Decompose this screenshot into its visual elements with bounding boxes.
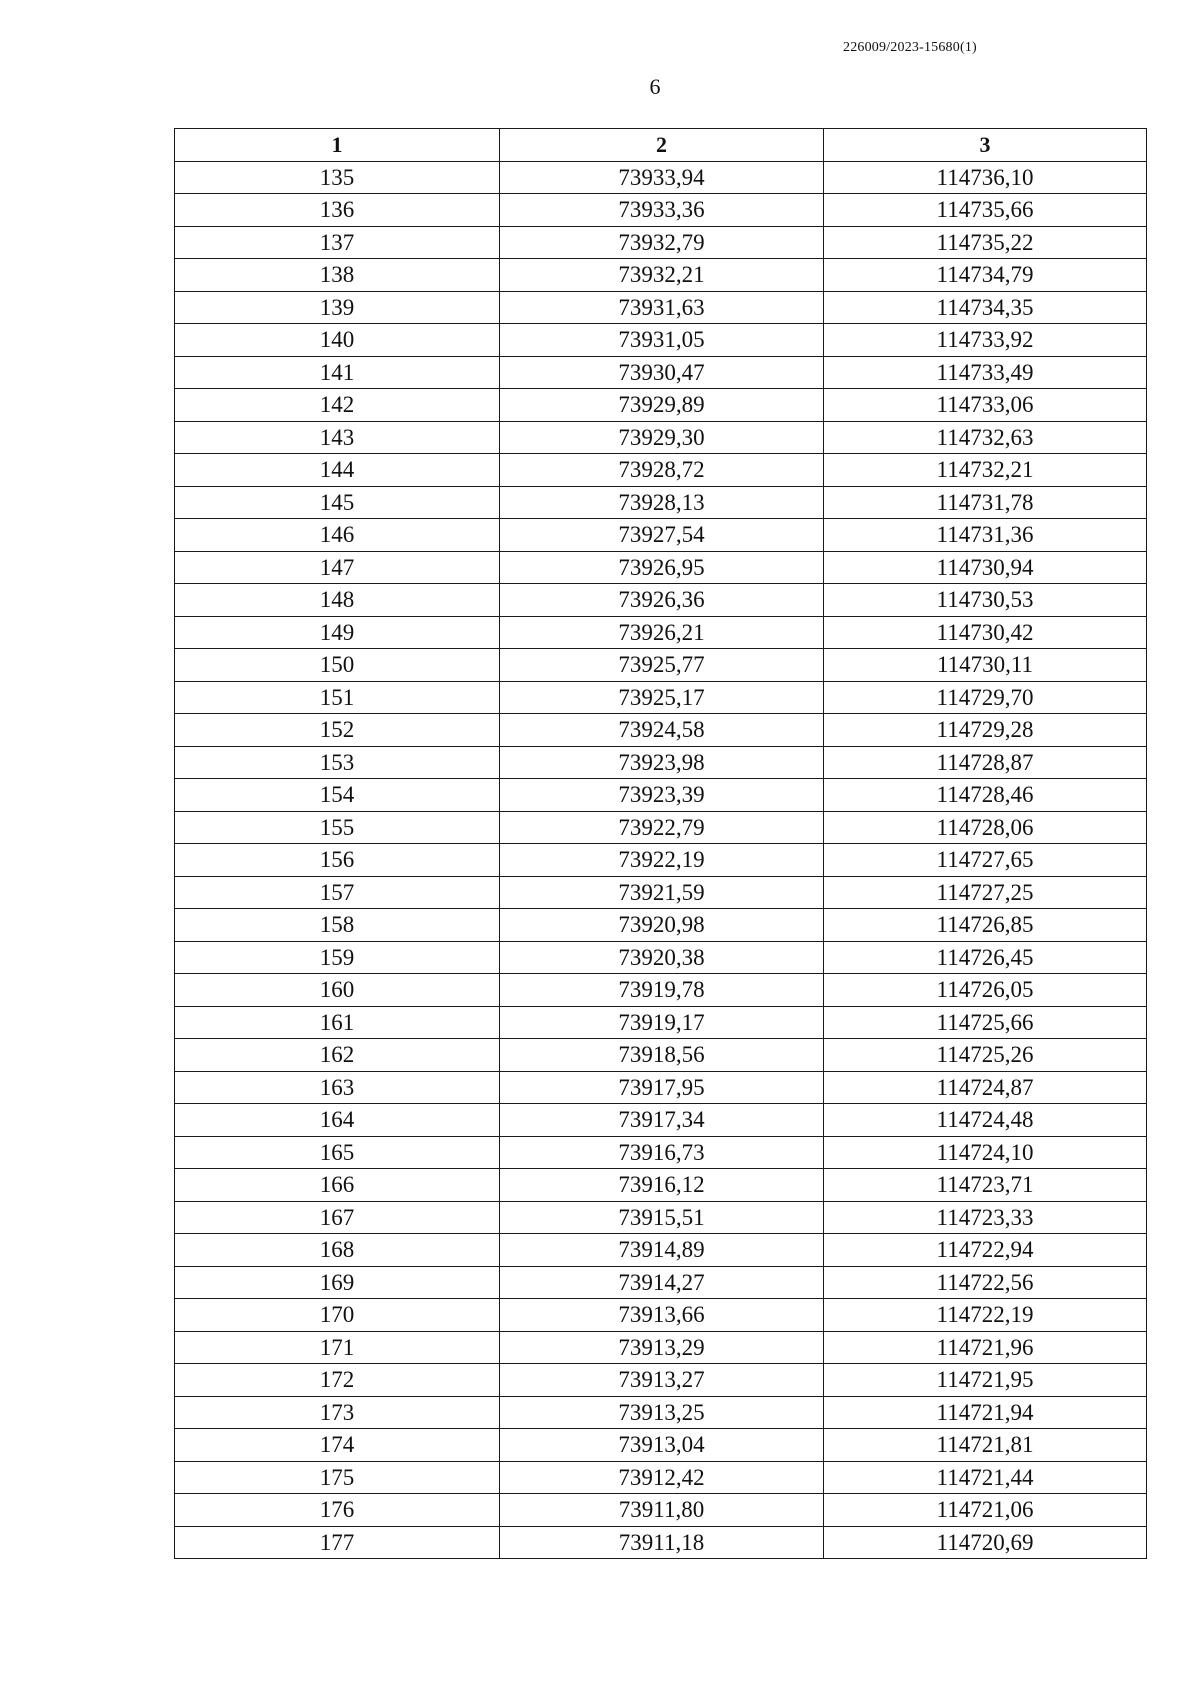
table-row: [175, 811, 1147, 844]
table-row: [175, 291, 1147, 324]
y-coordinate-cell: 114735,22: [824, 226, 1147, 259]
point-number-cell: 177: [175, 1526, 500, 1559]
x-coordinate-cell: 73931,05: [500, 324, 824, 357]
table-body: [175, 161, 1147, 1559]
point-number-cell: 173: [175, 1396, 500, 1429]
table-row: [175, 1169, 1147, 1202]
point-number-cell: 168: [175, 1234, 500, 1267]
y-coordinate-cell: 114721,44: [824, 1461, 1147, 1494]
table-row: [175, 1364, 1147, 1397]
y-coordinate-cell: 114724,10: [824, 1136, 1147, 1169]
point-number-cell: 145: [175, 486, 500, 519]
x-coordinate-cell: 73928,13: [500, 486, 824, 519]
table-row: [175, 1104, 1147, 1137]
point-number-cell: 171: [175, 1331, 500, 1364]
point-number-cell: 148: [175, 584, 500, 617]
table-row: [175, 226, 1147, 259]
x-coordinate-cell: 73926,95: [500, 551, 824, 584]
table-row: [175, 1136, 1147, 1169]
table-row: [175, 779, 1147, 812]
table-row: [175, 1299, 1147, 1332]
table-row: [175, 1526, 1147, 1559]
x-coordinate-cell: 73932,21: [500, 259, 824, 292]
point-number-cell: 149: [175, 616, 500, 649]
table-row: [175, 1331, 1147, 1364]
y-coordinate-cell: 114721,06: [824, 1494, 1147, 1527]
y-coordinate-cell: 114720,69: [824, 1526, 1147, 1559]
x-coordinate-cell: 73913,25: [500, 1396, 824, 1429]
table-row: [175, 324, 1147, 357]
point-number-cell: 165: [175, 1136, 500, 1169]
x-coordinate-cell: 73925,77: [500, 649, 824, 682]
x-coordinate-cell: 73929,89: [500, 389, 824, 422]
point-number-cell: 167: [175, 1201, 500, 1234]
point-number-cell: 137: [175, 226, 500, 259]
y-coordinate-cell: 114729,70: [824, 681, 1147, 714]
x-coordinate-cell: 73918,56: [500, 1039, 824, 1072]
point-number-cell: 150: [175, 649, 500, 682]
x-coordinate-cell: 73928,72: [500, 454, 824, 487]
x-coordinate-cell: 73913,27: [500, 1364, 824, 1397]
y-coordinate-cell: 114731,78: [824, 486, 1147, 519]
x-coordinate-cell: 73911,80: [500, 1494, 824, 1527]
table-row: [175, 584, 1147, 617]
point-number-cell: 164: [175, 1104, 500, 1137]
table-row: [175, 1201, 1147, 1234]
y-coordinate-cell: 114724,48: [824, 1104, 1147, 1137]
column-header-3: 3: [824, 129, 1147, 162]
x-coordinate-cell: 73922,19: [500, 844, 824, 877]
table-row: [175, 681, 1147, 714]
x-coordinate-cell: 73926,36: [500, 584, 824, 617]
y-coordinate-cell: 114723,71: [824, 1169, 1147, 1202]
table-header-row: [175, 129, 1147, 162]
point-number-cell: 153: [175, 746, 500, 779]
table-row: [175, 844, 1147, 877]
x-coordinate-cell: 73911,18: [500, 1526, 824, 1559]
x-coordinate-cell: 73922,79: [500, 811, 824, 844]
point-number-cell: 157: [175, 876, 500, 909]
x-coordinate-cell: 73916,73: [500, 1136, 824, 1169]
x-coordinate-cell: 73919,17: [500, 1006, 824, 1039]
y-coordinate-cell: 114732,63: [824, 421, 1147, 454]
table-row: [175, 974, 1147, 1007]
y-coordinate-cell: 114724,87: [824, 1071, 1147, 1104]
y-coordinate-cell: 114721,81: [824, 1429, 1147, 1462]
x-coordinate-cell: 73924,58: [500, 714, 824, 747]
table-row: [175, 1006, 1147, 1039]
x-coordinate-cell: 73913,29: [500, 1331, 824, 1364]
x-coordinate-cell: 73919,78: [500, 974, 824, 1007]
y-coordinate-cell: 114731,36: [824, 519, 1147, 552]
y-coordinate-cell: 114727,25: [824, 876, 1147, 909]
x-coordinate-cell: 73913,04: [500, 1429, 824, 1462]
y-coordinate-cell: 114726,05: [824, 974, 1147, 1007]
point-number-cell: 143: [175, 421, 500, 454]
table-row: [175, 551, 1147, 584]
point-number-cell: 176: [175, 1494, 500, 1527]
x-coordinate-cell: 73929,30: [500, 421, 824, 454]
point-number-cell: 166: [175, 1169, 500, 1202]
point-number-cell: 141: [175, 356, 500, 389]
point-number-cell: 169: [175, 1266, 500, 1299]
y-coordinate-cell: 114730,11: [824, 649, 1147, 682]
point-number-cell: 138: [175, 259, 500, 292]
table-row: [175, 1039, 1147, 1072]
y-coordinate-cell: 114736,10: [824, 161, 1147, 194]
table-row: [175, 389, 1147, 422]
x-coordinate-cell: 73931,63: [500, 291, 824, 324]
point-number-cell: 156: [175, 844, 500, 877]
point-number-cell: 139: [175, 291, 500, 324]
x-coordinate-cell: 73927,54: [500, 519, 824, 552]
column-header-1: 1: [175, 129, 500, 162]
table-row: [175, 1071, 1147, 1104]
table-row: [175, 746, 1147, 779]
point-number-cell: 151: [175, 681, 500, 714]
x-coordinate-cell: 73914,89: [500, 1234, 824, 1267]
table-row: [175, 161, 1147, 194]
point-number-cell: 174: [175, 1429, 500, 1462]
x-coordinate-cell: 73920,38: [500, 941, 824, 974]
table-row: [175, 1396, 1147, 1429]
y-coordinate-cell: 114721,96: [824, 1331, 1147, 1364]
point-number-cell: 135: [175, 161, 500, 194]
column-header-2: 2: [500, 129, 824, 162]
table-row: [175, 1429, 1147, 1462]
table-row: [175, 421, 1147, 454]
x-coordinate-cell: 73920,98: [500, 909, 824, 942]
y-coordinate-cell: 114730,94: [824, 551, 1147, 584]
table-row: [175, 486, 1147, 519]
table-row: [175, 1234, 1147, 1267]
table-row: [175, 941, 1147, 974]
point-number-cell: 161: [175, 1006, 500, 1039]
point-number-cell: 163: [175, 1071, 500, 1104]
x-coordinate-cell: 73933,94: [500, 161, 824, 194]
table-row: [175, 1461, 1147, 1494]
y-coordinate-cell: 114725,66: [824, 1006, 1147, 1039]
x-coordinate-cell: 73926,21: [500, 616, 824, 649]
table-row: [175, 1494, 1147, 1527]
y-coordinate-cell: 114734,79: [824, 259, 1147, 292]
point-number-cell: 172: [175, 1364, 500, 1397]
x-coordinate-cell: 73917,95: [500, 1071, 824, 1104]
x-coordinate-cell: 73912,42: [500, 1461, 824, 1494]
x-coordinate-cell: 73917,34: [500, 1104, 824, 1137]
y-coordinate-cell: 114732,21: [824, 454, 1147, 487]
point-number-cell: 147: [175, 551, 500, 584]
table-row: [175, 356, 1147, 389]
x-coordinate-cell: 73913,66: [500, 1299, 824, 1332]
y-coordinate-cell: 114721,95: [824, 1364, 1147, 1397]
x-coordinate-cell: 73923,98: [500, 746, 824, 779]
y-coordinate-cell: 114728,87: [824, 746, 1147, 779]
y-coordinate-cell: 114733,06: [824, 389, 1147, 422]
point-number-cell: 144: [175, 454, 500, 487]
point-number-cell: 154: [175, 779, 500, 812]
point-number-cell: 170: [175, 1299, 500, 1332]
y-coordinate-cell: 114735,66: [824, 194, 1147, 227]
x-coordinate-cell: 73915,51: [500, 1201, 824, 1234]
point-number-cell: 140: [175, 324, 500, 357]
y-coordinate-cell: 114730,53: [824, 584, 1147, 617]
y-coordinate-cell: 114728,46: [824, 779, 1147, 812]
table-row: [175, 876, 1147, 909]
table-row: [175, 519, 1147, 552]
x-coordinate-cell: 73930,47: [500, 356, 824, 389]
point-number-cell: 158: [175, 909, 500, 942]
table-row: [175, 909, 1147, 942]
y-coordinate-cell: 114733,92: [824, 324, 1147, 357]
table-row: [175, 259, 1147, 292]
x-coordinate-cell: 73921,59: [500, 876, 824, 909]
y-coordinate-cell: 114726,85: [824, 909, 1147, 942]
y-coordinate-cell: 114722,19: [824, 1299, 1147, 1332]
table-row: [175, 454, 1147, 487]
x-coordinate-cell: 73932,79: [500, 226, 824, 259]
x-coordinate-cell: 73933,36: [500, 194, 824, 227]
point-number-cell: 155: [175, 811, 500, 844]
y-coordinate-cell: 114726,45: [824, 941, 1147, 974]
y-coordinate-cell: 114728,06: [824, 811, 1147, 844]
point-number-cell: 136: [175, 194, 500, 227]
y-coordinate-cell: 114721,94: [824, 1396, 1147, 1429]
point-number-cell: 162: [175, 1039, 500, 1072]
x-coordinate-cell: 73914,27: [500, 1266, 824, 1299]
y-coordinate-cell: 114727,65: [824, 844, 1147, 877]
point-number-cell: 160: [175, 974, 500, 1007]
x-coordinate-cell: 73916,12: [500, 1169, 824, 1202]
table-row: [175, 1266, 1147, 1299]
table-row: [175, 714, 1147, 747]
x-coordinate-cell: 73925,17: [500, 681, 824, 714]
y-coordinate-cell: 114734,35: [824, 291, 1147, 324]
point-number-cell: 152: [175, 714, 500, 747]
table-row: [175, 649, 1147, 682]
y-coordinate-cell: 114725,26: [824, 1039, 1147, 1072]
y-coordinate-cell: 114722,56: [824, 1266, 1147, 1299]
y-coordinate-cell: 114729,28: [824, 714, 1147, 747]
point-number-cell: 175: [175, 1461, 500, 1494]
coordinates-table: [174, 128, 1147, 1559]
table-row: [175, 616, 1147, 649]
y-coordinate-cell: 114733,49: [824, 356, 1147, 389]
y-coordinate-cell: 114722,94: [824, 1234, 1147, 1267]
y-coordinate-cell: 114723,33: [824, 1201, 1147, 1234]
page-number: 6: [649, 74, 661, 99]
point-number-cell: 159: [175, 941, 500, 974]
point-number-cell: 146: [175, 519, 500, 552]
table-row: [175, 194, 1147, 227]
y-coordinate-cell: 114730,42: [824, 616, 1147, 649]
document-number: 226009/2023-15680(1): [843, 40, 977, 55]
x-coordinate-cell: 73923,39: [500, 779, 824, 812]
point-number-cell: 142: [175, 389, 500, 422]
